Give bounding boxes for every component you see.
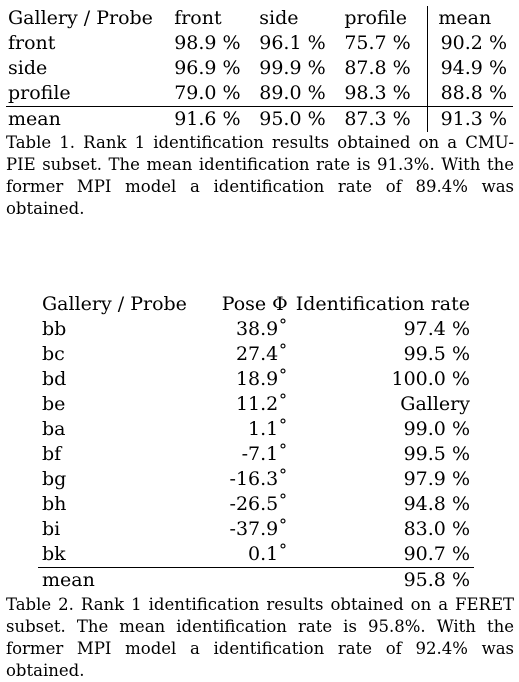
header-cell: Identification rate [295,293,470,315]
table-cell: 1.1˚ [248,418,288,440]
table-cell: 99.0 % [403,418,470,440]
row-label: bk [42,543,66,565]
table-cell: -16.3˚ [229,468,288,490]
table-row [6,81,513,107]
table-cell: 87.8 % [344,57,411,79]
table-cell: 27.4˚ [235,343,288,365]
table-cell: -7.1˚ [241,443,288,465]
table-1-caption: Table 1. Rank 1 identification results obtained on a CMU-PIE subset. The mean identification rate is 91.3%. With the former MPI model a identification rate of 89.4% was obtained. [6,133,514,218]
row-label: side [8,57,48,79]
row-label: bf [42,443,62,465]
row-label: bh [42,493,67,515]
table-row [6,56,513,81]
row-label: bc [42,343,65,365]
table-cell: 96.1 % [259,32,326,54]
table-cell: 95.8 % [292,568,474,594]
row-label: mean [38,568,206,594]
table-cell: 90.2 % [428,31,513,56]
table-row [38,542,474,568]
table-cell: 94.9 % [428,56,513,81]
table-row [38,392,474,417]
table-cell: 91.3 % [428,107,513,133]
table-cell: 97.4 % [403,318,470,340]
table-cell: 83.0 % [403,518,470,540]
table-row [38,417,474,442]
table-cell: 88.8 % [428,81,513,107]
table-cell: 98.9 % [174,32,241,54]
row-label: bb [42,318,67,340]
table-2-caption: Table 2. Rank 1 identification results obtained on a FERET subset. The mean identification rate is 95.8%. With the former MPI model a identification rate of 92.4% was obtained. [6,595,514,680]
header-cell: Gallery / Probe [42,293,187,315]
table-row [38,517,474,542]
header-cell: profile [344,7,407,29]
row-label: front [8,32,56,54]
row-label: ba [42,418,66,440]
table-row [38,467,474,492]
table-cell: -26.5˚ [229,493,288,515]
table-row [6,31,513,56]
table-2-header-row [38,292,474,317]
row-label: bg [42,468,67,490]
table-row [38,367,474,392]
header-cell: side [259,7,299,29]
table-cell: Gallery [400,393,470,415]
row-label: mean [6,107,172,133]
table-cell: 100.0 % [391,368,470,390]
table-cell: 79.0 % [174,82,241,104]
table-1-mean-row [6,107,513,133]
table-1-cmu-pie [6,6,513,132]
table-cell: 18.9˚ [235,368,288,390]
header-cell: mean [428,6,513,31]
table-1-header-row [6,6,513,31]
table-cell: 75.7 % [344,32,411,54]
table-cell: 87.3 % [342,107,428,133]
header-cell: front [174,7,222,29]
table-cell: -37.9˚ [229,518,288,540]
table-cell: 94.8 % [403,493,470,515]
table-row [38,442,474,467]
table-cell: 91.6 % [172,107,257,133]
table-cell: 11.2˚ [235,393,288,415]
header-cell: Gallery / Probe [8,7,153,29]
table-cell: 89.0 % [259,82,326,104]
header-cell: Pose Φ [221,293,288,315]
table-cell: 99.5 % [403,343,470,365]
table-cell: 90.7 % [403,543,470,565]
table-row [38,317,474,342]
table-cell: 96.9 % [174,57,241,79]
row-label: bd [42,368,67,390]
table-cell: 95.0 % [257,107,342,133]
table-cell: 98.3 % [344,82,411,104]
table-cell: 99.5 % [403,443,470,465]
table-row [38,342,474,367]
table-cell: 38.9˚ [235,318,288,340]
table-row [38,492,474,517]
table-2-mean-row [38,568,474,594]
table-cell [206,568,292,594]
table-cell: 99.9 % [259,57,326,79]
table-cell: 97.9 % [403,468,470,490]
row-label: bi [42,518,61,540]
table-2-feret [38,292,474,593]
row-label: profile [8,82,71,104]
row-label: be [42,393,66,415]
table-cell: 0.1˚ [248,543,288,565]
